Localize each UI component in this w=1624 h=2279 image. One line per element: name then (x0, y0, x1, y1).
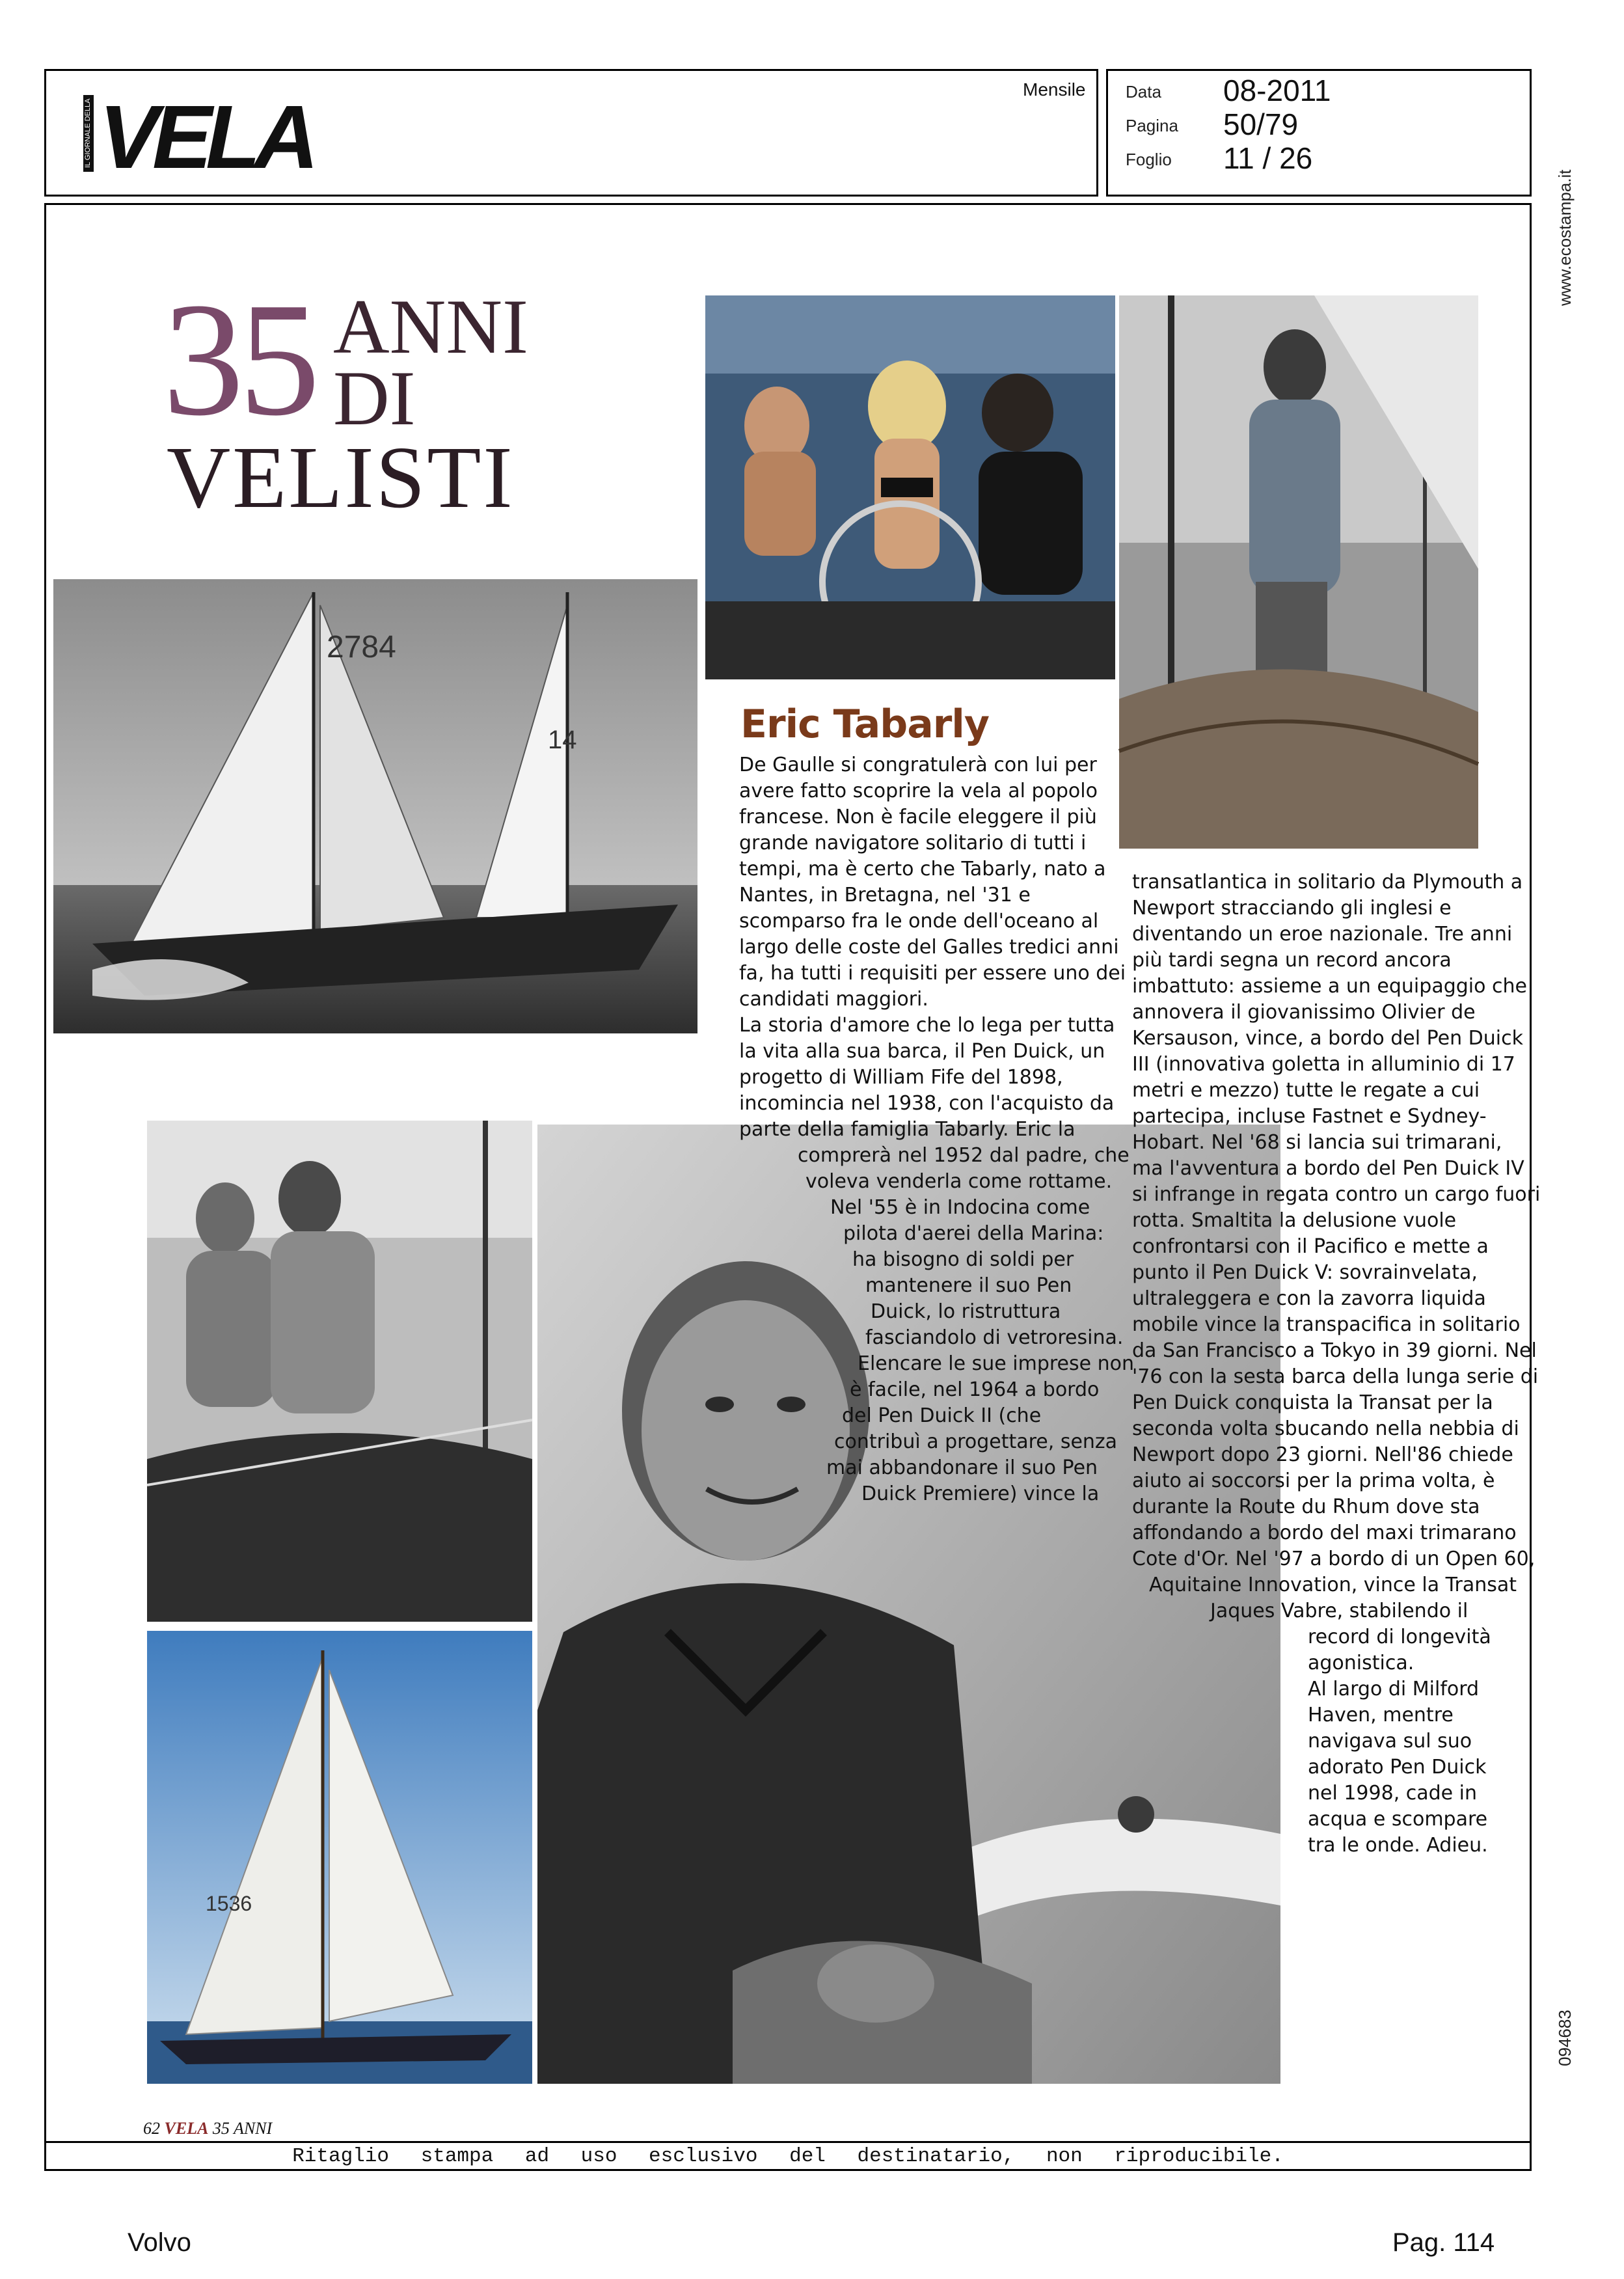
article-line: da San Francisco a Tokyo in 39 giorni. Nel (1132, 1339, 1537, 1362)
date-label: Data (1126, 82, 1161, 102)
sail-number-b: 14 (548, 726, 577, 754)
article-line: punto il Pen Duick V: sovrainvelata, (1132, 1261, 1478, 1284)
article-line: Nel '55 è in Indocina come (830, 1196, 1090, 1219)
article-line: Kersauson, vince, a bordo del Pen Duick (1132, 1027, 1523, 1050)
article-line: comprerà nel 1952 dal padre, che (798, 1144, 1130, 1167)
article-headline: Eric Tabarly (740, 702, 989, 747)
article-line: Duick Premiere) vince la (861, 1482, 1100, 1505)
magazine-brand: VELA (164, 2119, 209, 2138)
article-line: grande navigatore solitario di tutti i (739, 832, 1087, 854)
article-line: Newport dopo 23 giorni. Nell'86 chiede (1132, 1443, 1513, 1466)
article-line: più tardi segna un record ancora (1132, 949, 1452, 972)
article-line: Jaques Vabre, stabilendo il (1210, 1600, 1468, 1622)
page-value: 50/79 (1223, 107, 1299, 141)
article-line: record di longevità (1308, 1626, 1491, 1648)
article-line: mobile vince la transpacifica in solitario (1132, 1313, 1521, 1336)
article-line: Aquitaine Innovation, vince la Transat (1149, 1574, 1517, 1596)
photo-crew-hauling (147, 1121, 532, 1622)
article-line: francese. Non è facile eleggere il più (739, 806, 1097, 828)
date-value: 08-2011 (1223, 74, 1331, 107)
frame-divider (44, 2141, 1532, 2143)
article-line: durante la Route du Rhum dove sta (1132, 1495, 1480, 1518)
article-line: annovera il giovanissimo Olivier de (1132, 1001, 1476, 1024)
article-line: mantenere il suo Pen (865, 1274, 1072, 1297)
article-line: incomincia nel 1938, con l'acquisto da (739, 1092, 1115, 1115)
article-line: Elencare le sue imprese non (858, 1352, 1135, 1375)
article-line: parte della famiglia Tabarly. Eric la (739, 1118, 1076, 1141)
article-line: fasciandolo di vetroresina. (865, 1326, 1124, 1349)
sail-number-c: 1536 (206, 1892, 252, 1915)
article-line: ultraleggera e con la zavorra liquida (1132, 1287, 1486, 1310)
vela-logo (83, 87, 313, 187)
article-line: nel 1998, cade in (1308, 1782, 1478, 1805)
article-line: imbattuto: assieme a un equipaggio che (1132, 975, 1527, 998)
article-line: rotta. Smaltita la delusione vuole (1132, 1209, 1457, 1232)
article-line: tempi, ma è certo che Tabarly, nato a (739, 858, 1106, 880)
article-line: voleva venderla come rottame. (805, 1170, 1113, 1193)
article-line: pilota d'aerei della Marina: (843, 1222, 1104, 1245)
article-line: Nantes, in Bretagna, nel '31 e (739, 884, 1031, 907)
article-line: candidati maggiori. (739, 988, 928, 1011)
sail-number-a: 2784 (327, 630, 396, 664)
article-line: metri e mezzo) tutte le regate a cui (1132, 1079, 1480, 1102)
photo-racing-yacht (53, 579, 697, 1033)
article-line: '76 con la sesta barca della lunga serie di (1132, 1365, 1539, 1388)
article-line: agonistica. (1308, 1652, 1414, 1674)
article-line: Cote d'Or. Nel '97 a bordo di un Open 60, (1132, 1548, 1536, 1570)
article-line: ha bisogno di soldi per (852, 1248, 1074, 1271)
footer-left: Volvo (128, 2228, 191, 2257)
article-line: contribuì a progettare, senza (834, 1430, 1118, 1453)
side-url: www.ecostampa.it (1555, 169, 1575, 306)
article-line: acqua e scompare (1308, 1808, 1488, 1831)
photo-man-on-deck (1119, 295, 1478, 849)
article-line: si infrange in regata contro un cargo fuori (1132, 1183, 1541, 1206)
article-line: adorato Pen Duick (1308, 1756, 1487, 1779)
logo-subtitle: IL GIORNALE DELLA (84, 98, 92, 168)
photo-classic-yacht (147, 1631, 532, 2084)
frequency-label: Mensile (1023, 79, 1086, 100)
magazine-page-footer (143, 2119, 272, 2138)
photo-crew-wheel (705, 295, 1115, 679)
side-code: 094683 (1555, 2010, 1575, 2066)
article-line: mai abbandonare il suo Pen (826, 1456, 1098, 1479)
article-line: Pen Duick conquista la Transat per la (1132, 1391, 1493, 1414)
article-line: tra le onde. Adieu. (1308, 1834, 1488, 1857)
page-label: Pagina (1126, 116, 1178, 135)
title-word-velisti: VELISTI (167, 429, 515, 526)
article-line: partecipa, incluse Fastnet e Sydney- (1132, 1105, 1487, 1128)
article-line: Hobart. Nel '68 si lancia sui trimarani, (1132, 1131, 1502, 1154)
footer-right: Pag. 114 (1392, 2228, 1495, 2257)
article-line: progetto di William Fife del 1898, (739, 1066, 1063, 1089)
article-line: Al largo di Milford (1308, 1678, 1480, 1700)
article-line: fa, ha tutti i requisiti per essere uno dei (739, 962, 1126, 985)
article-line: seconda volta sbucando nella nebbia di (1132, 1417, 1519, 1440)
article-line: largo delle coste del Galles tredici anni (739, 936, 1119, 959)
magazine-section: 35 ANNI (212, 2119, 273, 2138)
logo-text: VELA (99, 87, 313, 187)
article-line: aiuto ai soccorsi per la prima volta, è (1132, 1469, 1495, 1492)
article-line: la vita alla sua barca, il Pen Duick, un (739, 1040, 1105, 1063)
magazine-page-number: 62 (143, 2119, 160, 2138)
article-line: avere fatto scoprire la vela al popolo (739, 780, 1098, 802)
article-line: La storia d'amore che lo lega per tutta (739, 1014, 1115, 1037)
article-line: scomparso fra le onde dell'oceano al (739, 910, 1099, 933)
title-word-di: DI (333, 355, 416, 441)
article-line: affondando a bordo del maxi trimarano (1132, 1522, 1517, 1544)
article-line: diventando un eroe nazionale. Tre anni (1132, 923, 1513, 946)
article-line: confrontarsi con il Pacifico e mette a (1132, 1235, 1489, 1258)
article-line: ma l'avventura a bordo del Pen Duick IV (1132, 1157, 1524, 1180)
disclaimer: Ritaglio stampa ad uso esclusivo del destinatario, non riproducibile. (292, 2145, 1284, 2168)
article-line: del Pen Duick II (che (842, 1404, 1042, 1427)
sheet-value: 11 / 26 (1223, 141, 1313, 175)
title-word-anni: ANNI (333, 283, 528, 370)
article-line: transatlantica in solitario da Plymouth a (1132, 871, 1523, 894)
article-line: Newport stracciando gli inglesi e (1132, 897, 1452, 920)
article-line: Haven, mentre (1308, 1704, 1454, 1726)
title-number: 35 (163, 269, 315, 450)
article-line: De Gaulle si congratulerà con lui per (739, 754, 1097, 776)
article-line: Duick, lo ristruttura (871, 1300, 1061, 1323)
article-line: III (innovativa goletta in alluminio di 17 (1132, 1053, 1515, 1076)
article-line: è facile, nel 1964 a bordo (850, 1378, 1100, 1401)
sheet-label: Foglio (1126, 150, 1172, 169)
article-line: navigava sul suo (1308, 1730, 1472, 1753)
